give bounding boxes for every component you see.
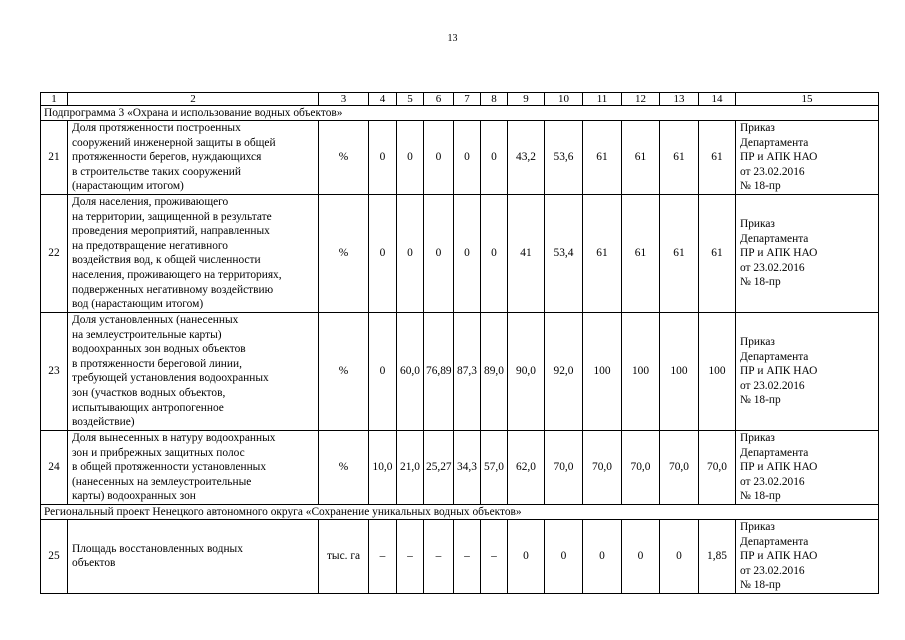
value-cell: 0 <box>424 194 454 312</box>
value-cell: 70,0 <box>699 430 736 504</box>
indicator-name-line: испытывающих антропогенное <box>72 401 224 414</box>
source-line: Департамента <box>740 136 809 149</box>
source-line: Департамента <box>740 446 809 459</box>
header-cell: 4 <box>369 93 397 106</box>
section-title: Подпрограмма 3 «Охрана и использование водных объектов» <box>41 106 879 121</box>
value-cell: 90,0 <box>508 312 545 430</box>
indicator-name-line: сооружений инженерной защиты в общей <box>72 136 276 149</box>
source-document <box>736 430 879 504</box>
source-line: ПР и АПК НАО <box>740 247 818 260</box>
indicator-name-line: проведения мероприятий, направленных <box>72 225 270 238</box>
value-cell: 0 <box>481 121 508 195</box>
indicator-name <box>68 121 319 195</box>
section-title: Региональный проект Ненецкого автономного округа «Сохранение уникальных водных объектов» <box>41 504 879 519</box>
indicator-name-line: воздействие) <box>72 416 135 429</box>
header-cell: 8 <box>481 93 508 106</box>
row-number: 25 <box>41 519 68 593</box>
source-line: Приказ <box>740 431 775 444</box>
indicator-name-line: на землеустроительные карты) <box>72 328 222 341</box>
section-row <box>41 504 879 519</box>
indicator-name-line: в общей протяженности установленных <box>72 461 267 474</box>
value-cell: 57,0 <box>481 430 508 504</box>
unit-cell: % <box>319 430 369 504</box>
header-cell: 6 <box>424 93 454 106</box>
value-cell: 0 <box>369 194 397 312</box>
source-line: № 18-пр <box>740 394 781 407</box>
unit-cell: % <box>319 312 369 430</box>
source-line: ПР и АПК НАО <box>740 550 818 563</box>
value-cell: – <box>397 519 424 593</box>
value-cell: 0 <box>660 519 699 593</box>
table-row <box>41 121 879 195</box>
indicator-name-line: Доля установленных (нанесенных <box>72 314 239 327</box>
value-cell: 0 <box>369 121 397 195</box>
value-cell: 70,0 <box>660 430 699 504</box>
value-cell: 0 <box>481 194 508 312</box>
value-cell: 61 <box>699 194 736 312</box>
indicator-name <box>68 194 319 312</box>
value-cell: 0 <box>583 519 622 593</box>
value-cell: 61 <box>583 121 622 195</box>
indicators-table <box>40 92 879 594</box>
indicator-name-line: Доля населения, проживающего <box>72 196 229 209</box>
header-cell: 11 <box>583 93 622 106</box>
row-number: 23 <box>41 312 68 430</box>
value-cell: 61 <box>622 121 660 195</box>
source-line: Приказ <box>740 217 775 230</box>
indicator-name-line: воздействия вод, к общей численности <box>72 254 261 267</box>
value-cell: 0 <box>397 194 424 312</box>
indicator-name-line: на предотвращение негативного <box>72 239 228 252</box>
value-cell: 10,0 <box>369 430 397 504</box>
value-cell: – <box>424 519 454 593</box>
source-line: от 23.02.2016 <box>740 475 805 488</box>
value-cell: 100 <box>699 312 736 430</box>
indicator-name <box>68 312 319 430</box>
source-line: от 23.02.2016 <box>740 379 805 392</box>
table-row <box>41 519 879 593</box>
header-cell: 10 <box>545 93 583 106</box>
value-cell: 0 <box>508 519 545 593</box>
indicator-name-line: протяженности берегов, нуждающихся <box>72 151 262 164</box>
value-cell: – <box>481 519 508 593</box>
source-line: Департамента <box>740 535 809 548</box>
value-cell: 61 <box>699 121 736 195</box>
indicator-name-line: подверженных негативному воздействию <box>72 283 274 296</box>
indicator-name <box>68 519 319 593</box>
table-row <box>41 430 879 504</box>
header-cell: 15 <box>736 93 879 106</box>
header-cell: 13 <box>660 93 699 106</box>
source-document <box>736 194 879 312</box>
source-line: Приказ <box>740 335 775 348</box>
value-cell: 100 <box>622 312 660 430</box>
value-cell: 61 <box>660 121 699 195</box>
source-line: № 18-пр <box>740 180 781 193</box>
source-line: от 23.02.2016 <box>740 261 805 274</box>
indicator-name-line: зон (участков водных объектов, <box>72 387 226 400</box>
value-cell: 53,4 <box>545 194 583 312</box>
unit-cell: тыс. га <box>319 519 369 593</box>
value-cell: 87,3 <box>454 312 481 430</box>
source-line: ПР и АПК НАО <box>740 151 818 164</box>
value-cell: 100 <box>583 312 622 430</box>
header-row <box>41 93 879 106</box>
indicator-name-line: Доля протяженности построенных <box>72 122 241 134</box>
indicator-name-line: водоохранных зон водных объектов <box>72 343 246 356</box>
page-number: 13 <box>447 33 458 44</box>
indicator-name-line: объектов <box>72 557 116 570</box>
source-document <box>736 519 879 593</box>
indicator-name-line: Площадь восстановленных водных <box>72 542 243 555</box>
source-line: ПР и АПК НАО <box>740 365 818 378</box>
value-cell: 89,0 <box>481 312 508 430</box>
value-cell: 0 <box>622 519 660 593</box>
value-cell: 60,0 <box>397 312 424 430</box>
indicator-name-line: населения, проживающего на территориях, <box>72 269 282 282</box>
value-cell: 100 <box>660 312 699 430</box>
value-cell: – <box>454 519 481 593</box>
source-line: № 18-пр <box>740 276 781 289</box>
header-cell: 12 <box>622 93 660 106</box>
value-cell: – <box>369 519 397 593</box>
value-cell: 0 <box>545 519 583 593</box>
indicator-name-line: (нарастающим итогом) <box>72 180 184 193</box>
header-cell: 14 <box>699 93 736 106</box>
source-line: Приказ <box>740 520 775 533</box>
value-cell: 70,0 <box>583 430 622 504</box>
value-cell: 70,0 <box>622 430 660 504</box>
value-cell: 62,0 <box>508 430 545 504</box>
value-cell: 43,2 <box>508 121 545 195</box>
unit-cell: % <box>319 121 369 195</box>
source-line: Департамента <box>740 350 809 363</box>
source-line: Приказ <box>740 122 775 134</box>
value-cell: 0 <box>454 121 481 195</box>
value-cell: 34,3 <box>454 430 481 504</box>
value-cell: 61 <box>583 194 622 312</box>
indicator-name-line: зон и прибрежных защитных полос <box>72 446 245 459</box>
row-number: 21 <box>41 121 68 195</box>
table-row <box>41 312 879 430</box>
indicator-name-line: в протяженности береговой линии, <box>72 357 242 370</box>
header-cell: 3 <box>319 93 369 106</box>
header-cell: 5 <box>397 93 424 106</box>
source-document <box>736 312 879 430</box>
value-cell: 0 <box>454 194 481 312</box>
header-cell: 9 <box>508 93 545 106</box>
indicator-name-line: в строительстве таких сооружений <box>72 165 241 178</box>
table-row <box>41 194 879 312</box>
value-cell: 0 <box>369 312 397 430</box>
value-cell: 21,0 <box>397 430 424 504</box>
indicator-name-line: требующей установления водоохранных <box>72 372 269 385</box>
row-number: 24 <box>41 430 68 504</box>
header-cell: 7 <box>454 93 481 106</box>
value-cell: 61 <box>660 194 699 312</box>
indicator-name-line: карты) водоохранных зон <box>72 490 196 503</box>
value-cell: 76,89 <box>424 312 454 430</box>
header-cell: 2 <box>68 93 319 106</box>
indicator-name-line: вод (нарастающим итогом) <box>72 298 204 311</box>
value-cell: 1,85 <box>699 519 736 593</box>
indicator-name-line: на территории, защищенной в результате <box>72 210 272 223</box>
source-line: от 23.02.2016 <box>740 564 805 577</box>
value-cell: 0 <box>397 121 424 195</box>
source-line: № 18-пр <box>740 490 781 503</box>
value-cell: 25,27 <box>424 430 454 504</box>
source-line: № 18-пр <box>740 579 781 592</box>
row-number: 22 <box>41 194 68 312</box>
source-document <box>736 121 879 195</box>
value-cell: 92,0 <box>545 312 583 430</box>
indicator-name-line: (нанесенных на землеустроительные <box>72 475 252 488</box>
section-row <box>41 106 879 121</box>
unit-cell: % <box>319 194 369 312</box>
value-cell: 70,0 <box>545 430 583 504</box>
value-cell: 61 <box>622 194 660 312</box>
source-line: ПР и АПК НАО <box>740 461 818 474</box>
header-cell: 1 <box>41 93 68 106</box>
value-cell: 41 <box>508 194 545 312</box>
indicator-name <box>68 430 319 504</box>
value-cell: 53,6 <box>545 121 583 195</box>
source-line: Департамента <box>740 232 809 245</box>
indicator-name-line: Доля вынесенных в натуру водоохранных <box>72 431 276 444</box>
value-cell: 0 <box>424 121 454 195</box>
source-line: от 23.02.2016 <box>740 165 805 178</box>
